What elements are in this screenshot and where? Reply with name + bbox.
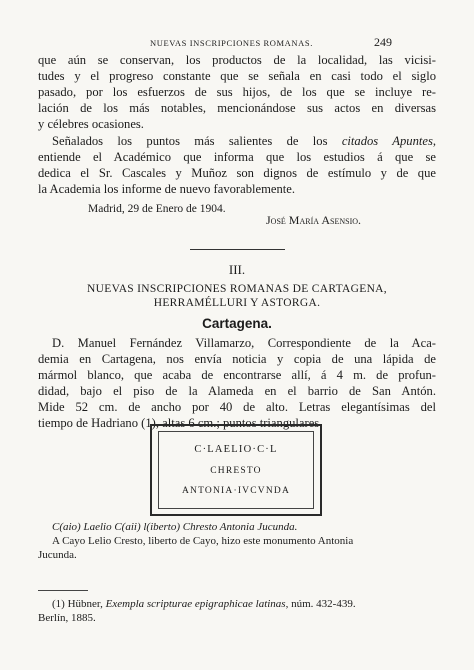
section-title: HERRAMÉLLURI Y ASTORGA.: [153, 297, 321, 309]
body-line: entiende el Académico que informa que los estudios á que se: [38, 150, 436, 164]
body-text: ,: [432, 134, 437, 148]
body-line: pasado, por los esfuerzos de sus hijos, de los que se incluye re-: [38, 85, 436, 99]
inscription-line: ANTONIA·IVCVNDA: [181, 486, 291, 496]
body-line: demia en Cartagena, nos envía noticia y copia de una lápida de: [38, 352, 436, 366]
footnote: [52, 598, 356, 610]
body-line: la Academia los informe de nuevo favorablemente.: [38, 182, 296, 196]
spanish-translation: Jucunda.: [38, 549, 77, 561]
footnote-ref: núm. 432-439.: [291, 598, 356, 610]
footnote-line: Berlín, 1885.: [38, 612, 96, 624]
dateline: Madrid, 29 de Enero de 1904.: [88, 203, 226, 215]
running-header: NUEVAS INSCRIPCIONES ROMANAS.: [150, 38, 313, 48]
body-line: lación de los más notables, mencionándose sus actos en diversas: [38, 101, 436, 115]
footnote-work: Exempla scripturae epigraphicae latinas,: [105, 598, 289, 610]
body-line: y célebres ocasiones.: [38, 117, 144, 131]
body-line: tudes y el progreso constante que se señala en casi todo el siglo: [38, 69, 436, 83]
body-line-with-italic: [52, 133, 436, 149]
inscription-box: [150, 424, 322, 516]
footnote-marker: (1): [52, 598, 65, 610]
footnote-author: Hübner,: [67, 598, 103, 610]
footnote-divider: [38, 590, 88, 591]
subsection-title: Cartagena.: [202, 316, 272, 331]
body-line: mármol blanco, que acaba de encontrarse allí, á 4 m. de profun-: [38, 368, 436, 382]
body-line: D. Manuel Fernández Villamarzo, Correspondiente de la Aca-: [52, 336, 436, 350]
latin-transcription: C(aio) Laelio C(aii) l(iberto) Chresto Antonia Jucunda.: [52, 521, 298, 533]
italic-title: citados Apuntes: [341, 134, 433, 148]
section-divider: [190, 249, 285, 250]
signature: José María Asensio.: [266, 213, 362, 227]
page-number: 249: [374, 35, 392, 49]
spanish-translation: A Cayo Lelio Cresto, liberto de Cayo, hizo este monumento Antonia: [52, 535, 354, 547]
section-number: III.: [228, 262, 246, 277]
body-line: didad, bajo el piso de la Alameda en el barrio de San Antón.: [38, 384, 436, 398]
body-text: Señalados los puntos más salientes de los: [52, 134, 342, 148]
inscription-frame: [158, 431, 314, 509]
body-line: Mide 52 cm. de ancho por 40 de alto. Letras elegantísimas del: [38, 400, 436, 414]
body-line: tiempo de Hadriano (1), altas 6 cm.; puntos triangulares.: [38, 416, 323, 430]
body-line: dedica el Sr. Cascales y Muñoz son dignos de estímulo y de que: [38, 166, 436, 180]
inscription-line: CHRESTO: [210, 466, 262, 476]
body-line: que aún se conservan, los productos de la localidad, las vicisi-: [38, 53, 436, 67]
section-title: NUEVAS INSCRIPCIONES ROMANAS DE CARTAGENA,: [87, 283, 387, 295]
inscription-line: C·LAELIO·C·L: [194, 444, 278, 455]
